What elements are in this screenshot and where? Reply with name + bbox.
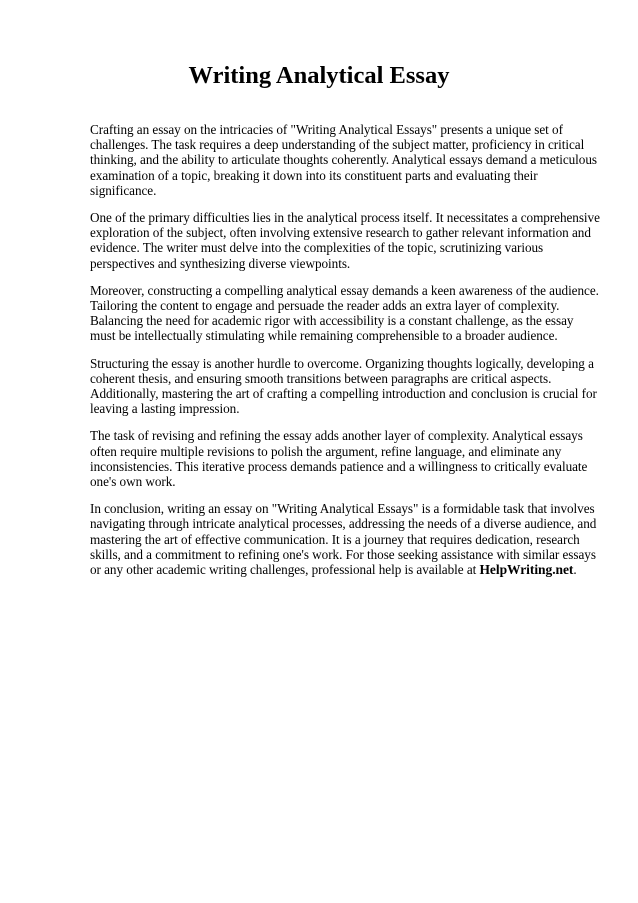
helpwriting-link[interactable]: HelpWriting.net bbox=[479, 562, 574, 578]
conclusion-end: . bbox=[573, 562, 577, 578]
paragraph-conclusion bbox=[90, 501, 602, 577]
paragraph-4: Structuring the essay is another hurdle to overcome. Organizing thoughts logically, developing a coherent thesis, and ensuring smooth transitions between paragraphs are critical aspects. Additionally, mastering the art of crafting a compelling introduction and conclusion is crucial for leaving a lasting impression. bbox=[90, 355, 597, 417]
paragraph-1: Crafting an essay on the intricacies of "Writing Analytical Essays" presents a unique set of challenges. The task requires a deep understanding of the subject matter, proficiency in critical thinking, and the ability to articulate thoughts coherently. Analytical essays demand a meticulous examination of a topic, breaking it down into its constituent parts and evaluating their significance. bbox=[90, 122, 597, 198]
essay-body bbox=[90, 122, 602, 589]
paragraph-2: One of the primary difficulties lies in the analytical process itself. It necessitates a comprehensive exploration of the subject, often involving extensive research to gather relevant information and evidence. The writer must delve into the complexities of the topic, scrutinizing various perspectives and synthesizing diverse viewpoints. bbox=[90, 210, 600, 271]
page-title: Writing Analytical Essay bbox=[188, 62, 450, 89]
conclusion-text: In conclusion, writing an essay on "Writing Analytical Essays" is a formidable task that involves navigating through intricate analytical processes, addressing the needs of a diverse audience, and mastering the art of effective communication. It is a journey that requires dedication, research skills, and a commitment to refining one's work. For those seeking assistance with similar essays or any other academic writing challenges, professional help is available at bbox=[90, 501, 597, 578]
paragraph-5: The task of revising and refining the essay adds another layer of complexity. Analytical essays often require multiple revisions to polish the argument, refine language, and eliminate any inconsistencies. This iterative process demands patience and a willingness to critically evaluate one's own work. bbox=[90, 428, 588, 490]
paragraph-3: Moreover, constructing a compelling analytical essay demands a keen awareness of the audience. Tailoring the content to engage and persuade the reader adds an extra layer of complexity. Balancing the need for academic rigor with accessibility is a constant challenge, as the essay must be intellectually stimulating while remaining comprehensible to a broader audience. bbox=[90, 282, 599, 344]
